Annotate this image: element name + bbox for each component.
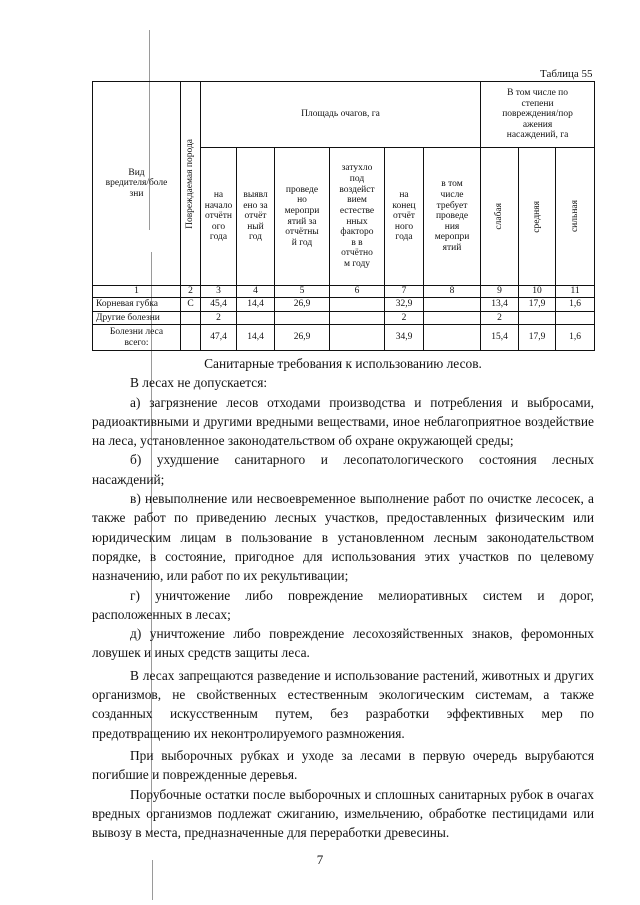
- table-cell: [275, 312, 330, 325]
- row-label: Корневая губка: [93, 298, 181, 312]
- list-item: д) уничтожение либо повреждение лесохозяйственных знаков, феромонных ловушек и иных средств защиты леса.: [92, 626, 594, 661]
- header-pest-type: Вид вредителя/боле зни: [93, 82, 181, 286]
- table-cell: 26,9: [275, 298, 330, 312]
- header-needs-measures: в том числе требует проведе ния меропри ятий: [424, 148, 481, 286]
- table-cell: [556, 312, 595, 325]
- table-cell: 2: [481, 312, 519, 325]
- column-number: 10: [519, 286, 556, 298]
- table-row-total: [93, 325, 595, 351]
- table-cell: 26,9: [275, 325, 330, 351]
- table-cell: 14,4: [237, 325, 275, 351]
- header-strong: сильная: [556, 148, 595, 286]
- page-number: 7: [316, 852, 324, 867]
- table-cell: 17,9: [519, 298, 556, 312]
- row-label: Болезни леса всего:: [93, 325, 181, 351]
- table-cell: 1,6: [556, 298, 595, 312]
- paragraph: Порубочные остатки после выборочных и сплошных санитарных рубок в очагах вредных организмов подлежат сжиганию, измельчению, обработке пестицидами или вывозу в места, предназначенные для переработки древесины.: [92, 786, 594, 841]
- table-cell: 47,4: [201, 325, 237, 351]
- paragraph: В лесах запрещаются разведение и использование растений, животных и других организмов, не свойственных естественным экологическим системам, а также созданных искусственным путем, без разработки эффективных мер по предотвращению их неконтролируемого размножения.: [92, 667, 594, 741]
- column-number: 6: [330, 286, 385, 298]
- forest-pest-table: [92, 81, 595, 351]
- table-cell: [181, 325, 201, 351]
- intro-line: В лесах не допускается:: [130, 375, 268, 391]
- list-item: а) загрязнение лесов отходами производства и потребления и выбросами, радиоактивными и другими вредными веществами, иное неблагоприятное воздействие на леса, установленное законодательством об охране окружающей среды;: [92, 394, 594, 449]
- table-cell: 2: [385, 312, 424, 325]
- table-cell: [330, 298, 385, 312]
- table-cell: [424, 298, 481, 312]
- table-cell: [519, 312, 556, 325]
- table-cell: 34,9: [385, 325, 424, 351]
- list-item: г) уничтожение либо повреждение мелиоративных систем и дорог, расположенных в лесах;: [92, 587, 594, 622]
- table-cell: [330, 325, 385, 351]
- table-cell: 32,9: [385, 298, 424, 312]
- column-number: 7: [385, 286, 424, 298]
- column-number-row: [93, 286, 595, 298]
- table-cell: 45,4: [201, 298, 237, 312]
- header-medium: средняя: [519, 148, 556, 286]
- body-text: [92, 354, 594, 842]
- table-cell: 14,4: [237, 298, 275, 312]
- table-caption: Таблица 55: [540, 68, 593, 80]
- header-faded: затухло под воздейст вием естестве нных факторо в в отчётно м году: [330, 148, 385, 286]
- table-row: [93, 298, 595, 312]
- list-item: в) невыполнение или несвоевременное выполнение работ по очистке лесосек, а также работ по приведению лесных участков, предоставленных физическим или юридическим лицам в пользование в установленном лесным законодательством порядке, в состояние, пригодное для использования этих участков по целевому назначению, или работ по их рекультивации;: [92, 491, 594, 584]
- column-number: 8: [424, 286, 481, 298]
- row-label: Другие болезни: [93, 312, 181, 325]
- header-area: Площадь очагов, га: [201, 82, 481, 148]
- table-cell: [424, 325, 481, 351]
- header-treated: проведе но меропри ятий за отчётны й год: [275, 148, 330, 286]
- table-row: [93, 312, 595, 325]
- header-weak: слабая: [481, 148, 519, 286]
- table-cell: 17,9: [519, 325, 556, 351]
- table-cell: 1,6: [556, 325, 595, 351]
- table-cell: С: [181, 298, 201, 312]
- table-cell: [181, 312, 201, 325]
- section-heading: Санитарные требования к использованию лесов.: [204, 356, 482, 371]
- header-end-of-year: на конец отчёт ного года: [385, 148, 424, 286]
- column-number: 1: [93, 286, 181, 298]
- column-number: 3: [201, 286, 237, 298]
- table-cell: [424, 312, 481, 325]
- table-cell: 15,4: [481, 325, 519, 351]
- column-number: 9: [481, 286, 519, 298]
- table-cell: [330, 312, 385, 325]
- column-number: 2: [181, 286, 201, 298]
- header-species: Повреждаемая порода: [181, 82, 201, 286]
- header-damage-degree: В том числе по степени повреждения/пор ажения насаждений, га: [481, 82, 595, 148]
- column-number: 11: [556, 286, 595, 298]
- header-found: выявл ено за отчёт ный год: [237, 148, 275, 286]
- column-number: 5: [275, 286, 330, 298]
- table-cell: 2: [201, 312, 237, 325]
- header-start-of-year: на начало отчётн ого года: [201, 148, 237, 286]
- list-item: б) ухудшение санитарного и лесопатологического состояния лесных насаждений;: [92, 452, 594, 487]
- table-cell: 13,4: [481, 298, 519, 312]
- column-number: 4: [237, 286, 275, 298]
- paragraph: При выборочных рубках и уходе за лесами в первую очередь вырубаются погибшие и поврежденные деревья.: [92, 747, 594, 783]
- table-cell: [237, 312, 275, 325]
